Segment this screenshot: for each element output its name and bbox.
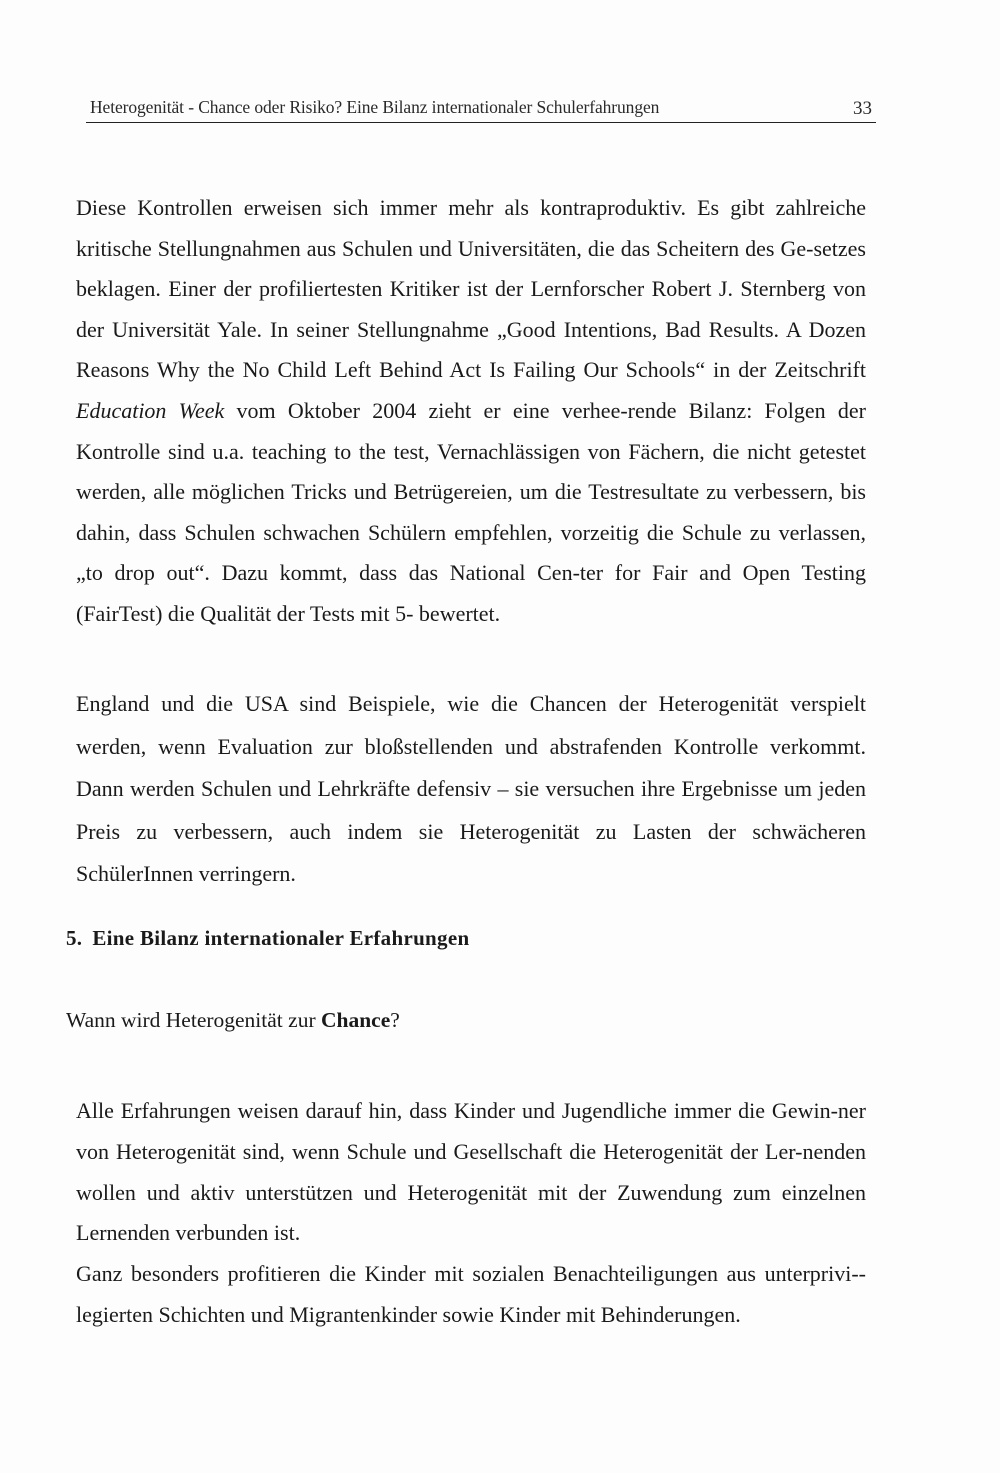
paragraph-kontrollen-text-a: Diese Kontrollen erweisen sich immer mehr als kontraproduktiv. Es gibt zahlreiche kritische Stellungnahmen aus Schulen und Universitäten, die das Scheitern des Ge-setzes beklagen. Einer der profiliertesten Kritiker ist der Lernforscher Robert J. Sternberg von der Universität Yale. In seiner Stellungnahme „Good Intentions, Bad Results. A Dozen Reasons Why the No Child Left Behind Act Is Failing Our Schools“ in der Zeitschrift bbox=[76, 195, 866, 383]
section-heading bbox=[66, 926, 469, 951]
section-title: Eine Bilanz internationaler Erfahrungen bbox=[92, 926, 470, 950]
question-mark: ? bbox=[390, 1008, 400, 1032]
paragraph-erfahrungen: Alle Erfahrungen weisen darauf hin, dass Kinder und Jugendliche immer die Gewin-ner von Heterogenität sind, wenn Schule und Gesellschaft die Heterogenität der Ler-nenden wollen und aktiv unterstützen und Heterogenität mit der Zuwendung zum einzelnen Lernenden verbunden ist. bbox=[76, 1098, 866, 1246]
paragraph-kontrollen bbox=[76, 188, 866, 635]
paragraph-benachteiligungen: Ganz besonders profitieren die Kinder mit sozialen Benachteiligungen aus unterprivi-legierten Schichten und Migrantenkinder sowie Kinder mit Behinderungen. bbox=[76, 1261, 866, 1327]
paragraph-kontrollen-text-b: vom Oktober 2004 zieht er eine verhee-rende Bilanz: Folgen der Kontrolle sind u.a. teaching to the test, Vernachlässigen von Fächern, die nicht getestet werden, alle möglichen Tricks und Betrügereien, um die Testresultate zu verbessern, bis dahin, dass Schulen schwachen Schülern empfehlen, vorzeitig die Schule zu verlassen, „to drop out“. Dazu kommt, dass das National Cen-ter for Fair and Open Testing (FairTest) die Qualität der Tests mit 5- bewertet. bbox=[76, 397, 867, 626]
question-line bbox=[66, 1008, 400, 1033]
question-text: Wann wird Heterogenität zur bbox=[66, 1008, 321, 1032]
paragraph-england-usa: England und die USA sind Beispiele, wie die Chancen der Heterogenität verspielt werden, wenn Evaluation zur bloßstellenden und abstrafenden Kontrolle verkommt. Dann werden Schulen und Lehrkräfte defensiv – sie versuchen ihre Ergebnisse um jeden Preis zu verbessern, auch indem sie Heterogenität zu Lasten der schwächeren SchülerInnen verringern. bbox=[76, 691, 866, 886]
question-emphasis: Chance bbox=[320, 1008, 391, 1032]
running-header-title: Heterogenität - Chance oder Risiko? Eine Bilanz internationaler Schulerfahrungen bbox=[90, 97, 660, 117]
journal-title: Education Week bbox=[76, 397, 225, 423]
running-header bbox=[86, 92, 876, 123]
section-number: 5. bbox=[66, 926, 83, 950]
page-number: 33 bbox=[853, 98, 872, 119]
